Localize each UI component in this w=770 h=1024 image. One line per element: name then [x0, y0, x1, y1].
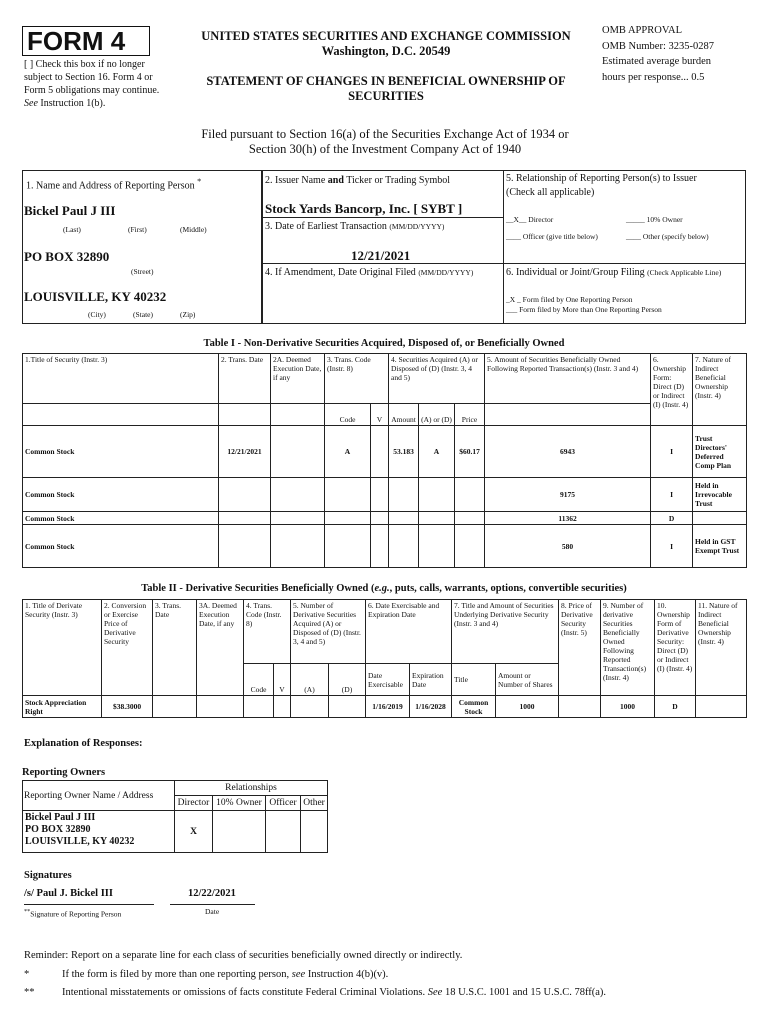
filing-basis: Filed pursuant to Section 16(a) of the Securities Exchange Act of 1934 or Section 30(h) of the Investment Company Act of 1940	[201, 127, 569, 156]
owner-address: Bickel Paul J III PO BOX 32890 LOUISVILLE, KY 40232	[23, 811, 175, 853]
box-relationship: 5. Relationship of Reporting Person(s) to Issuer (Check all applicable) __X__ Director _____ 10% Owner ____ Officer (give title below) ____ Other (specify below)	[503, 170, 746, 264]
director-checkbox: __X__ Director	[506, 215, 554, 224]
issuer-name: Stock Yards Bancorp, Inc. [ SYBT ]	[265, 201, 463, 216]
table-row: Common Stock 580 I Held in GST Exempt Trust	[23, 525, 747, 568]
col-number-derivative: 5. Number of Derivative Securities Acquired (A) or Disposed of (D) (Instr. 3, 4 and 5)	[291, 600, 366, 664]
col-deemed-date: 3A. Deemed Execution Date, if any	[197, 600, 244, 696]
box-issuer: 2. Issuer Name and Ticker or Trading Symbol Stock Yards Bancorp, Inc. [ SYBT ]	[262, 170, 504, 218]
agency-location: Washington, D.C. 20549	[321, 44, 451, 58]
col-derivative-owned: 9. Number of derivative Securities Beneficially Owned Following Reported Transaction(s) (Instr. 4)	[601, 600, 655, 696]
ten-pct-owner-checkbox: _____ 10% Owner	[626, 215, 683, 224]
agency-name: UNITED STATES SECURITIES AND EXCHANGE COMMISSION	[201, 29, 571, 43]
signature-line	[24, 904, 154, 905]
signer-name: /s/ Paul J. Bickel III	[24, 888, 113, 899]
box-filing-type: 6. Individual or Joint/Group Filing (Check Applicable Line) _X _ Form filed by One Reporting Person ___ Form filed by More than One Reporting Person	[503, 263, 746, 324]
reminder-note: Reminder: Report on a separate line for each class of securities beneficially owned directly or indirectly.	[24, 950, 463, 961]
box-earliest-transaction: 3. Date of Earliest Transaction (MM/DD/YYYY) 12/21/2021	[262, 217, 504, 264]
agency-heading	[176, 29, 596, 59]
omb-approval: OMB APPROVAL OMB Number: 3235-0287 Estimated average burden hours per response... 0.5	[602, 25, 714, 83]
relationships-header: Relationships	[175, 781, 328, 796]
reporting-person-city: LOUISVILLE, KY 40232	[24, 289, 167, 304]
col-director: Director	[175, 796, 213, 811]
earliest-transaction-date: 12/21/2021	[351, 248, 411, 263]
footnote-federal-violations: Intentional misstatements or omissions of facts constitute Federal Criminal Violations. See 18 U.S.C. 1001 and 15 U.S.C. 78ff(a).	[62, 987, 607, 998]
table1-title: Table I - Non-Derivative Securities Acquired, Disposed of, or Beneficially Owned	[203, 338, 565, 349]
date-line	[170, 904, 255, 905]
col-exercise-dates: 6. Date Exercisable and Expiration Date	[366, 600, 452, 664]
signatures-heading: Signatures	[24, 870, 72, 881]
col-10pct-owner: 10% Owner	[213, 796, 266, 811]
col-nature: 7. Nature of Indirect Beneficial Ownership (Instr. 4)	[693, 354, 747, 426]
reporting-owners-heading: Reporting Owners	[22, 767, 106, 778]
col-trans-date: 3. Trans. Date	[153, 600, 197, 696]
section16-check-note: [ ] Check this box if no longer subject to Section 16. Form 4 or Form 5 obligations may continue. See Instruction 1(b).	[24, 59, 160, 109]
col-other: Other	[301, 796, 328, 811]
col-acquired-disposed: 4. Securities Acquired (A) or Disposed of (D) (Instr. 3, 4 and 5)	[389, 354, 485, 404]
col-derivative-title: 1. Title of Derivate Security (Instr. 3)	[23, 600, 102, 696]
col-underlying: 7. Title and Amount of Securities Underlying Derivative Security (Instr. 3 and 4)	[452, 600, 559, 664]
table-row	[23, 811, 328, 853]
form-title: FORM 4	[22, 26, 150, 56]
col-trans-date: 2. Trans. Date	[219, 354, 271, 404]
footnote-multiple-filers: If the form is filed by more than one reporting person, see Instruction 4(b)(v).	[62, 969, 389, 980]
col-conversion-price: 2. Conversion or Exercise Price of Derivative Security	[102, 600, 153, 696]
box-amendment: 4. If Amendment, Date Original Filed (MM/DD/YYYY)	[262, 263, 504, 324]
reporting-owners-table	[22, 780, 328, 853]
other-checkbox: ____ Other (specify below)	[626, 232, 709, 241]
table-row: Common Stock 11362 D	[23, 512, 747, 525]
statement-heading: STATEMENT OF CHANGES IN BENEFICIAL OWNERSHIP OF SECURITIES	[206, 74, 566, 103]
col-ownership-form: 6. Ownership Form: Direct (D) or Indirect (I) (Instr. 4)	[651, 354, 693, 426]
officer-checkbox: ____ Officer (give title below)	[506, 232, 598, 241]
col-ownership-form: 10. Ownership Form of Derivative Security: Direct (D) or Indirect (I) (Instr. 4)	[655, 600, 696, 696]
group-filer-option: ___ Form filed by More than One Reporting Person	[506, 305, 662, 314]
col-amount-owned: 5. Amount of Securities Beneficially Owned Following Reported Transaction(s) (Instr. 3 and 4)	[485, 354, 651, 404]
col-owner-name: Reporting Owner Name / Address	[23, 781, 175, 811]
table-row: Common Stock 12/21/2021 A 53.183 A $60.17 6943 I Trust Directors' Deferred Comp Plan	[23, 426, 747, 478]
col-nature: 11. Nature of Indirect Beneficial Ownership (Instr. 4)	[696, 600, 747, 696]
col-deemed-date: 2A. Deemed Execution Date, if any	[271, 354, 325, 404]
signature-caption: **Signature of Reporting Person	[24, 908, 122, 919]
date-caption: Date	[205, 907, 220, 916]
single-filer-option: _X _ Form filed by One Reporting Person	[506, 295, 633, 304]
col-title-security: 1.Title of Security (Instr. 3)	[23, 354, 219, 404]
reporting-person-street: PO BOX 32890	[24, 249, 110, 264]
table-row: Stock Appreciation Right $38.3000 1/16/2019 1/16/2028 Common Stock 1000 1000 D	[23, 696, 747, 718]
table-row: Common Stock 9175 I Held in Irrevocable Trust	[23, 478, 747, 512]
col-trans-code: 3. Trans. Code (Instr. 8)	[325, 354, 389, 404]
reporting-person-name: Bickel Paul J III	[24, 203, 116, 218]
signature-date: 12/22/2021	[188, 888, 236, 899]
derivative-table: 1. Title of Derivate Security (Instr. 3) 2. Conversion or Exercise Price of Derivative Security 3. Trans. Date 3A. Deemed Execution Date, if any 4. Trans. Code (Instr. 8) 5. Number of Derivative Securities Acquired (A) or Disposed of (D) (Instr. 3, 4 and 5) 6. Date Exercisable and Expiration Date 7. Title and Amount of Securities Underlying Derivative Security (Instr. 3 and 4) 8. Price of Derivative Security (Instr. 5) 9. Number of derivative Securities Beneficially Owned Following Reported Transaction(s) (Instr. 4) 10. Ownership Form of Derivative Security: Direct (D) or Indirect (I) (Instr. 4) 11. Nature of Indirect Beneficial Ownership (Instr. 4) Code V (A) (D) Date Exercisable Expiration Date Title Amount or Number of Shares Stock Appreciation Right $38.3000 1/16/2019 1/16/2028 Common Stock 1000 1000 D	[22, 599, 747, 718]
non-derivative-table: 1.Title of Security (Instr. 3) 2. Trans. Date 2A. Deemed Execution Date, if any 3. Trans. Code (Instr. 8) 4. Securities Acquired (A) or Disposed of (D) (Instr. 3, 4 and 5) 5. Amount of Securities Beneficially Owned Following Reported Transaction(s) (Instr. 3 and 4) 6. Ownership Form: Direct (D) or Indirect (I) (Instr. 4) 7. Nature of Indirect Beneficial Ownership (Instr. 4) Code V Amount (A) or (D) Price Common Stock 12/21/2021 A 53.183 A $60.17 6943 I Trust Directors' Deferred Comp Plan Common Stock 9175 I Held in Irrevocable Trust Common Stock 11362 D Common Stock 580 I Held in GST Exempt Trust	[22, 353, 747, 568]
col-officer: Officer	[266, 796, 301, 811]
director-mark: X	[175, 811, 213, 853]
col-derivative-price: 8. Price of Derivative Security (Instr. 5)	[559, 600, 601, 696]
explanation-heading: Explanation of Responses:	[24, 738, 143, 749]
col-trans-code: 4. Trans. Code (Instr. 8)	[244, 600, 291, 664]
table2-title: Table II - Derivative Securities Beneficially Owned (e.g., puts, calls, warrants, options, convertible securities)	[141, 583, 627, 594]
box-reporting-person: 1. Name and Address of Reporting Person * Bickel Paul J III (Last) (First) (Middle) PO BOX 32890 (Street) LOUISVILLE, KY 40232 (City) (State) (Zip)	[22, 170, 262, 324]
